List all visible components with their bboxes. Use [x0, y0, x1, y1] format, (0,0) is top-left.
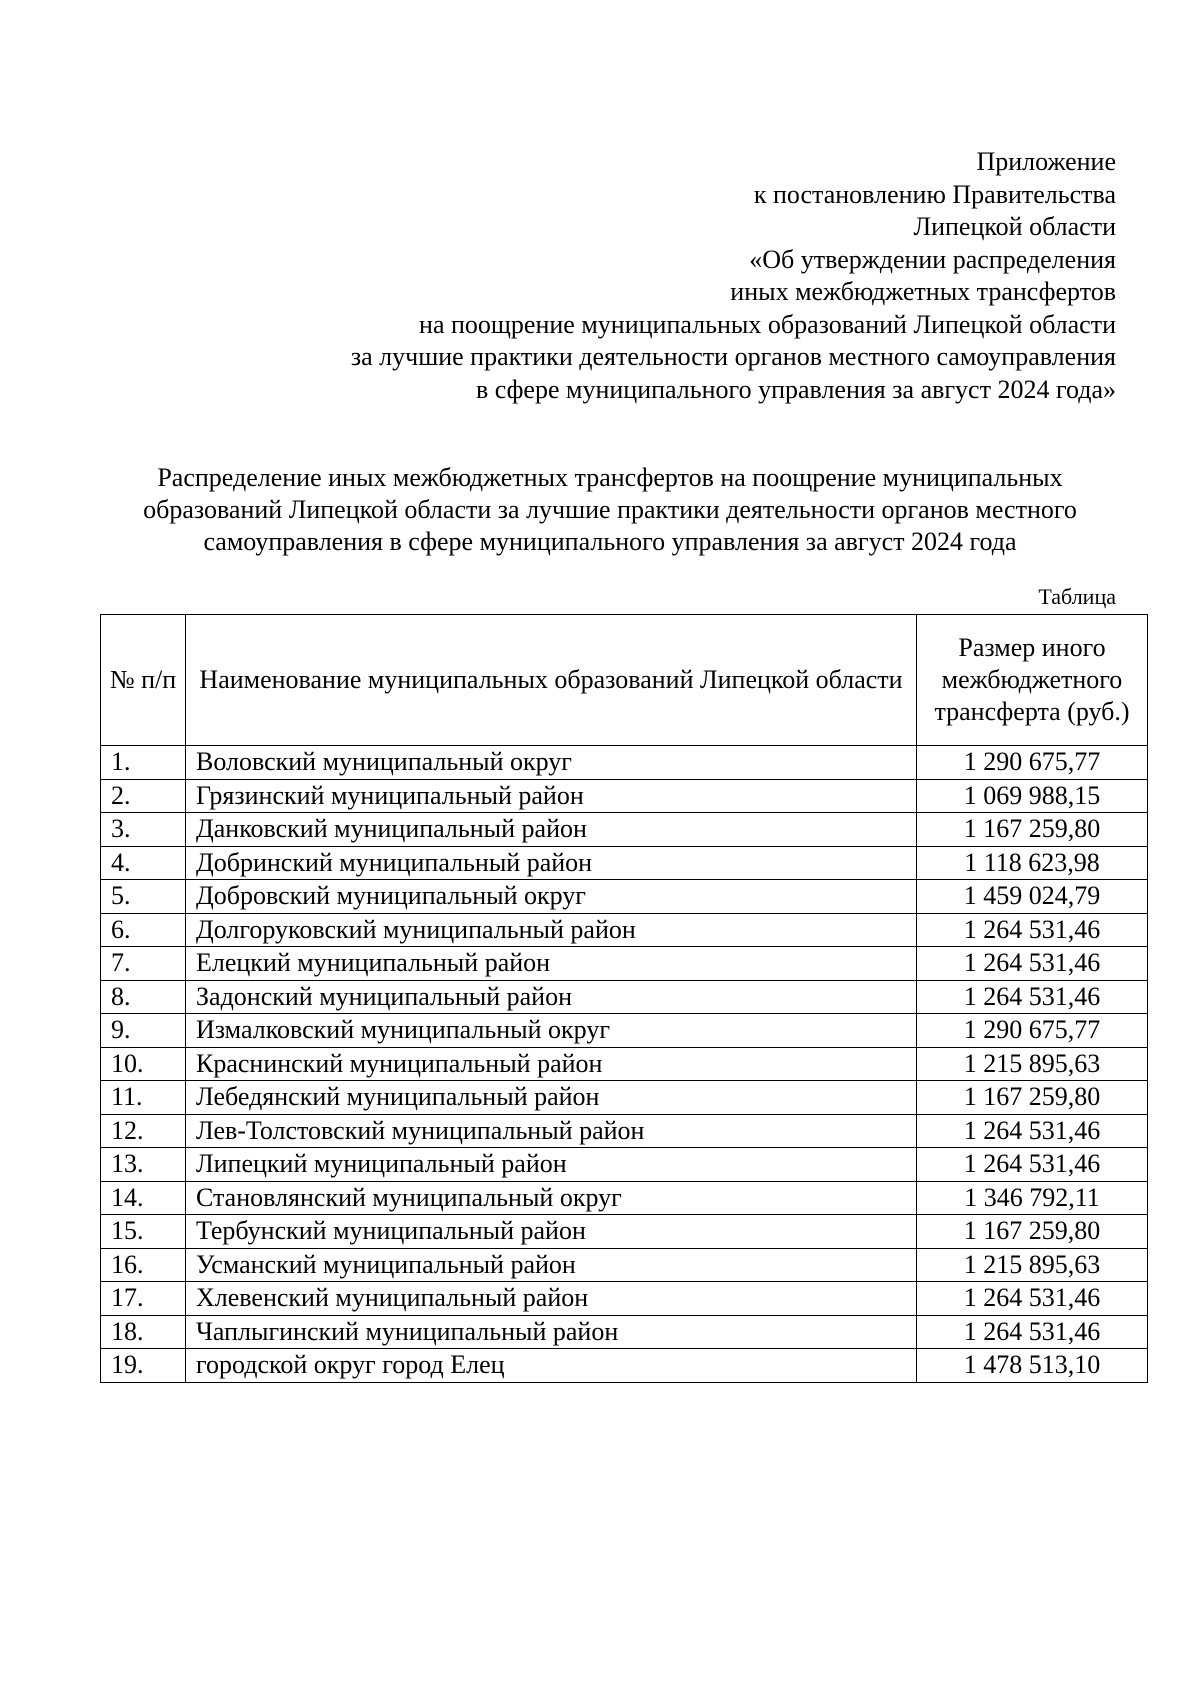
row-municipality: Данковский муниципальный район — [186, 813, 917, 847]
row-municipality: Становлянский муниципальный округ — [186, 1181, 917, 1215]
row-amount: 1 167 259,80 — [917, 1215, 1148, 1249]
table-row — [101, 1181, 1148, 1215]
table-caption: Таблица — [1038, 584, 1116, 609]
row-number: 11. — [101, 1081, 186, 1115]
table-row — [101, 1315, 1148, 1349]
row-municipality: Елецкий муниципальный район — [186, 947, 917, 981]
appendix-line: Липецкой области — [913, 212, 1116, 241]
header-number: № п/п — [101, 615, 186, 746]
table-row — [101, 1248, 1148, 1282]
row-amount: 1 290 675,77 — [917, 1014, 1148, 1048]
row-number: 18. — [101, 1315, 186, 1349]
row-number: 3. — [101, 813, 186, 847]
row-number: 9. — [101, 1014, 186, 1048]
table-row — [101, 1047, 1148, 1081]
transfer-table — [100, 614, 1148, 1383]
row-number: 5. — [101, 880, 186, 914]
row-amount: 1 264 531,46 — [917, 1282, 1148, 1316]
row-amount: 1 478 513,10 — [917, 1349, 1148, 1383]
row-amount: 1 264 531,46 — [917, 1114, 1148, 1148]
row-number: 8. — [101, 980, 186, 1014]
row-number: 6. — [101, 913, 186, 947]
row-amount: 1 346 792,11 — [917, 1181, 1148, 1215]
row-number: 12. — [101, 1114, 186, 1148]
row-amount: 1 167 259,80 — [917, 1081, 1148, 1115]
row-municipality: Лев-Толстовский муниципальный район — [186, 1114, 917, 1148]
row-municipality: Задонский муниципальный район — [186, 980, 917, 1014]
table-body — [101, 746, 1148, 1383]
row-municipality: Хлевенский муниципальный район — [186, 1282, 917, 1316]
row-municipality: Долгоруковский муниципальный район — [186, 913, 917, 947]
row-amount: 1 118 623,98 — [917, 846, 1148, 880]
row-municipality: Тербунский муниципальный район — [186, 1215, 917, 1249]
title-line: Распределение иных межбюджетных трансфертов на поощрение муниципальных — [157, 463, 1063, 492]
appendix-line: за лучшие практики деятельности органов местного самоуправления — [350, 342, 1116, 371]
row-amount: 1 069 988,15 — [917, 779, 1148, 813]
row-number: 17. — [101, 1282, 186, 1316]
table-row — [101, 1014, 1148, 1048]
appendix-line: на поощрение муниципальных образований Липецкой области — [419, 309, 1116, 339]
row-amount: 1 264 531,46 — [917, 913, 1148, 947]
row-number: 15. — [101, 1215, 186, 1249]
row-municipality: Грязинский муниципальный район — [186, 779, 917, 813]
appendix-line: иных межбюджетных трансфертов — [730, 277, 1116, 306]
table-row — [101, 813, 1148, 847]
row-number: 10. — [101, 1047, 186, 1081]
row-amount: 1 215 895,63 — [917, 1248, 1148, 1282]
row-municipality: Усманский муниципальный район — [186, 1248, 917, 1282]
header-amount: Размер иного межбюджетного трансферта (руб.) — [917, 615, 1148, 746]
row-municipality: Измалковский муниципальный округ — [186, 1014, 917, 1048]
table-row — [101, 1114, 1148, 1148]
table-row — [101, 846, 1148, 880]
row-number: 19. — [101, 1349, 186, 1383]
table-row — [101, 1282, 1148, 1316]
document-title — [90, 462, 1130, 558]
appendix-line: Приложение — [976, 147, 1116, 176]
row-amount: 1 290 675,77 — [917, 746, 1148, 780]
table-row — [101, 947, 1148, 981]
table-header-row — [101, 615, 1148, 746]
table-row — [101, 913, 1148, 947]
row-number: 1. — [101, 746, 186, 780]
appendix-line: «Об утверждении распределения — [749, 244, 1116, 274]
header-name: Наименование муниципальных образований Липецкой области — [186, 615, 917, 746]
row-number: 2. — [101, 779, 186, 813]
title-line: образований Липецкой области за лучшие практики деятельности органов местного — [143, 495, 1077, 524]
table-row — [101, 980, 1148, 1014]
row-municipality: Чаплыгинский муниципальный район — [186, 1315, 917, 1349]
row-amount: 1 264 531,46 — [917, 1315, 1148, 1349]
table-row — [101, 746, 1148, 780]
row-municipality: Липецкий муниципальный район — [186, 1148, 917, 1182]
table-row — [101, 1215, 1148, 1249]
row-number: 16. — [101, 1248, 186, 1282]
row-amount: 1 215 895,63 — [917, 1047, 1148, 1081]
row-municipality: Воловский муниципальный округ — [186, 746, 917, 780]
row-municipality: Добринский муниципальный район — [186, 846, 917, 880]
appendix-line: к постановлению Правительства — [753, 179, 1116, 209]
row-number: 13. — [101, 1148, 186, 1182]
row-number: 4. — [101, 846, 186, 880]
appendix-block — [216, 146, 1116, 406]
row-municipality: городской округ город Елец — [186, 1349, 917, 1383]
row-amount: 1 264 531,46 — [917, 1148, 1148, 1182]
row-amount: 1 459 024,79 — [917, 880, 1148, 914]
row-municipality: Лебедянский муниципальный район — [186, 1081, 917, 1115]
appendix-line: в сфере муниципального управления за август 2024 года» — [475, 374, 1116, 404]
table-row — [101, 1148, 1148, 1182]
row-municipality: Краснинский муниципальный район — [186, 1047, 917, 1081]
row-number: 7. — [101, 947, 186, 981]
table-row — [101, 1081, 1148, 1115]
row-municipality: Добровский муниципальный округ — [186, 880, 917, 914]
row-amount: 1 167 259,80 — [917, 813, 1148, 847]
row-amount: 1 264 531,46 — [917, 980, 1148, 1014]
row-amount: 1 264 531,46 — [917, 947, 1148, 981]
row-number: 14. — [101, 1181, 186, 1215]
table-row — [101, 1349, 1148, 1383]
table-row — [101, 779, 1148, 813]
table-row — [101, 880, 1148, 914]
title-line: самоуправления в сфере муниципального управления за август 2024 года — [203, 527, 1017, 556]
